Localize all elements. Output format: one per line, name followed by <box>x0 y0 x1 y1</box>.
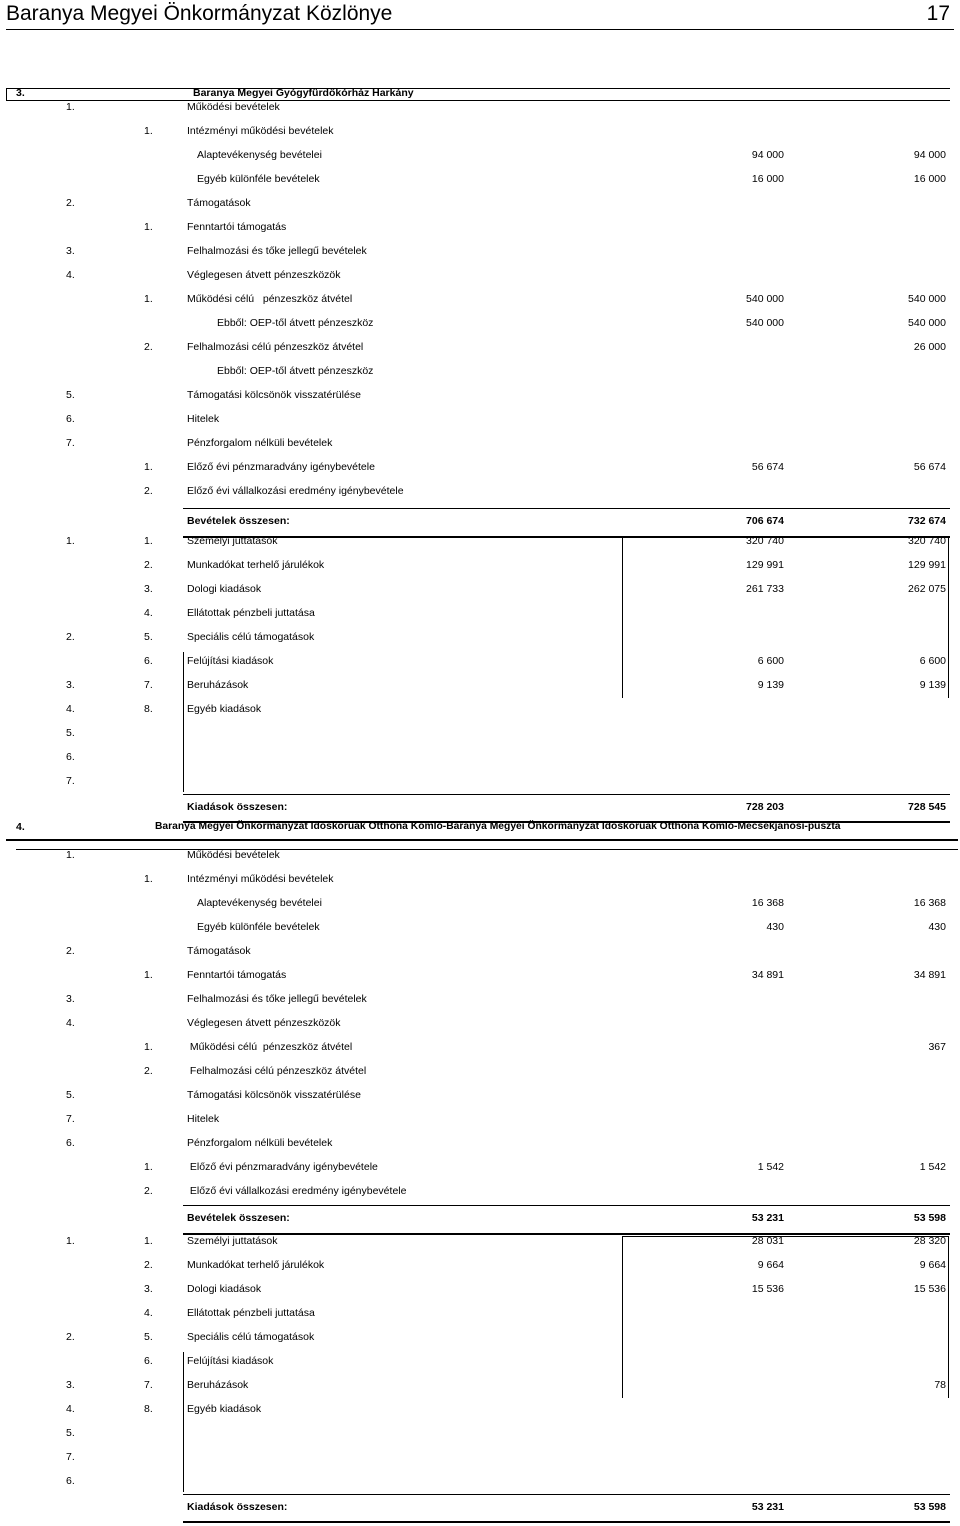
row-number: 1. <box>66 1235 75 1247</box>
row-label: Egyéb kiadások <box>187 1403 262 1415</box>
value-modified: 6 600 <box>919 655 946 667</box>
row-subnumber: 2. <box>144 341 153 353</box>
table-row <box>0 1230 960 1254</box>
row-number: 2. <box>66 631 75 643</box>
value-modified: 15 536 <box>913 1283 946 1295</box>
value-original: 129 991 <box>746 559 784 571</box>
table-row <box>0 1374 960 1398</box>
value-original: 15 536 <box>751 1283 784 1295</box>
row-label: Véglegesen átvett pénzeszközök <box>187 269 341 281</box>
value-original: 9 139 <box>757 679 784 691</box>
row-subnumber: 5. <box>144 1331 153 1343</box>
table-row <box>0 96 960 120</box>
row-number: 3. <box>66 245 75 257</box>
table-row <box>0 916 960 940</box>
row-label: Ebből: OEP-től átvett pénzeszköz <box>217 317 374 329</box>
row-label: Felújítási kiadások <box>187 655 274 667</box>
table-row <box>0 964 960 988</box>
section-name: Baranya Megyei Gyógyfürdőkórház Harkány <box>193 87 414 99</box>
row-label: Felhalmozási és tőke jellegű bevételek <box>187 993 367 1005</box>
table-row <box>0 1254 960 1278</box>
value-modified: 320 740 <box>908 535 946 547</box>
value-modified: 540 000 <box>908 293 946 305</box>
total-label: Kiadások összesen: <box>187 1501 288 1513</box>
row-subnumber: 7. <box>144 1379 153 1391</box>
row-subnumber: 1. <box>144 1161 153 1173</box>
row-label: Munkadókat terhelő járulékok <box>187 559 325 571</box>
table-row <box>0 940 960 964</box>
value-modified: 262 075 <box>908 583 946 595</box>
row-label: Előző évi vállalkozási eredmény igénybevétele <box>187 485 404 497</box>
total-row <box>0 1206 960 1230</box>
row-label: Ellátottak pénzbeli juttatása <box>187 607 315 619</box>
row-label: Támogatások <box>187 945 251 957</box>
table-rule <box>183 652 184 792</box>
table-row <box>0 144 960 168</box>
value-modified: 16 368 <box>913 897 946 909</box>
row-label: Személyi juttatások <box>187 1235 278 1247</box>
table-row <box>0 674 960 698</box>
table-rule <box>6 88 950 89</box>
row-label: Alaptevékenység bevételei <box>197 897 322 909</box>
table-row <box>0 868 960 892</box>
table-row <box>0 602 960 626</box>
table-row <box>0 168 960 192</box>
table-row <box>0 1156 960 1180</box>
table-row <box>0 1012 960 1036</box>
value-modified: 9 139 <box>919 679 946 691</box>
table-row <box>0 1398 960 1422</box>
section-header <box>0 818 960 838</box>
row-label: Pénzforgalom nélküli bevételek <box>187 437 333 449</box>
row-label: Dologi kiadások <box>187 1283 262 1295</box>
total-value-original: 53 231 <box>751 1501 784 1513</box>
table-row <box>0 408 960 432</box>
row-number: 4. <box>66 1017 75 1029</box>
value-modified: 129 991 <box>908 559 946 571</box>
row-number: 3. <box>66 679 75 691</box>
row-subnumber: 5. <box>144 631 153 643</box>
row-label: Előző évi pénzmaradvány igénybevétele <box>187 1161 378 1173</box>
table-rule <box>183 1352 184 1492</box>
row-number: 2. <box>66 945 75 957</box>
row-subnumber: 1. <box>144 873 153 885</box>
table-row <box>0 844 960 868</box>
value-original: 261 733 <box>746 583 784 595</box>
row-number: 7. <box>66 1113 75 1125</box>
value-modified: 430 <box>928 921 946 933</box>
value-original: 34 891 <box>751 969 784 981</box>
row-number: 4. <box>66 703 75 715</box>
total-label: Bevételek összesen: <box>187 1212 290 1224</box>
row-number: 7. <box>66 1451 75 1463</box>
row-number: 3. <box>66 1379 75 1391</box>
table-row <box>0 1326 960 1350</box>
value-modified: 16 000 <box>913 173 946 185</box>
table-row <box>0 1422 960 1446</box>
row-subnumber: 4. <box>144 1307 153 1319</box>
row-label: Fenntartói támogatás <box>187 221 287 233</box>
value-modified: 540 000 <box>908 317 946 329</box>
value-modified: 367 <box>928 1041 946 1053</box>
row-number: 6. <box>66 751 75 763</box>
row-label: Működési bevételek <box>187 849 280 861</box>
row-subnumber: 1. <box>144 1041 153 1053</box>
row-number: 6. <box>66 1137 75 1149</box>
row-label: Intézményi működési bevételek <box>187 125 334 137</box>
table-row <box>0 626 960 650</box>
row-label: Támogatási kölcsönök visszatérülése <box>187 389 361 401</box>
row-number: 3. <box>66 993 75 1005</box>
total-value-modified: 728 545 <box>908 801 946 813</box>
table-row <box>0 650 960 674</box>
table-rule <box>622 536 623 698</box>
row-label: Alaptevékenység bevételei <box>197 149 322 161</box>
table-row <box>0 1350 960 1374</box>
value-modified: 1 542 <box>919 1161 946 1173</box>
row-label: Felhalmozási és tőke jellegű bevételek <box>187 245 367 257</box>
row-subnumber: 2. <box>144 559 153 571</box>
value-original: 16 000 <box>751 173 784 185</box>
table-row <box>0 1446 960 1470</box>
row-subnumber: 2. <box>144 1185 153 1197</box>
table-row <box>0 264 960 288</box>
row-number: 4. <box>66 1403 75 1415</box>
table-row <box>0 1132 960 1156</box>
row-label: Működési célú pénzeszköz átvétel <box>187 293 353 305</box>
table-row <box>0 240 960 264</box>
total-value-original: 53 231 <box>751 1212 784 1224</box>
value-modified: 94 000 <box>913 149 946 161</box>
table-row <box>0 432 960 456</box>
row-label: Beruházások <box>187 679 249 691</box>
row-number: 5. <box>66 727 75 739</box>
table-row <box>0 120 960 144</box>
table-rule <box>6 839 958 841</box>
row-number: 1. <box>66 849 75 861</box>
table-row <box>0 892 960 916</box>
row-number: 2. <box>66 1331 75 1343</box>
row-label: Előző évi pénzmaradvány igénybevétele <box>187 461 375 473</box>
table-rule <box>183 1521 950 1523</box>
table-rule <box>948 536 949 698</box>
row-label: Hitelek <box>187 413 220 425</box>
row-subnumber: 1. <box>144 535 153 547</box>
table-row <box>0 530 960 554</box>
row-subnumber: 8. <box>144 1403 153 1415</box>
row-number: 6. <box>66 1475 75 1487</box>
publication-title: Baranya Megyei Önkormányzat Közlönye <box>6 2 393 25</box>
value-modified: 56 674 <box>913 461 946 473</box>
table-row <box>0 312 960 336</box>
row-number: 5. <box>66 389 75 401</box>
row-label: Véglegesen átvett pénzeszközök <box>187 1017 341 1029</box>
row-label: Ellátottak pénzbeli juttatása <box>187 1307 315 1319</box>
row-label: Előző évi vállalkozási eredmény igénybevétele <box>187 1185 407 1197</box>
row-number: 2. <box>66 197 75 209</box>
row-number: 5. <box>66 1089 75 1101</box>
row-number: 6. <box>66 413 75 425</box>
row-subnumber: 1. <box>144 969 153 981</box>
table-row <box>0 578 960 602</box>
total-row <box>0 795 960 819</box>
row-label: Speciális célú támogatások <box>187 1331 315 1343</box>
row-subnumber: 1. <box>144 461 153 473</box>
table-row <box>0 1108 960 1132</box>
table-row <box>0 1180 960 1204</box>
value-original: 320 740 <box>746 535 784 547</box>
row-label: Személyi juttatások <box>187 535 278 547</box>
total-value-modified: 732 674 <box>908 515 946 527</box>
value-original: 94 000 <box>751 149 784 161</box>
row-label: Intézményi működési bevételek <box>187 873 334 885</box>
row-label: Pénzforgalom nélküli bevételek <box>187 1137 333 1149</box>
table-row <box>0 336 960 360</box>
row-subnumber: 1. <box>144 1235 153 1247</box>
table-row <box>0 216 960 240</box>
table-row <box>0 554 960 578</box>
value-original: 1 542 <box>757 1161 784 1173</box>
row-label: Munkadókat terhelő járulékok <box>187 1259 325 1271</box>
row-number: 4. <box>66 269 75 281</box>
row-number: 1. <box>66 101 75 113</box>
table-row <box>0 288 960 312</box>
value-original: 430 <box>766 921 784 933</box>
value-original: 16 368 <box>751 897 784 909</box>
row-subnumber: 2. <box>144 1065 153 1077</box>
row-label: Egyéb különféle bevételek <box>197 173 320 185</box>
table-row <box>0 746 960 770</box>
value-modified: 26 000 <box>913 341 946 353</box>
row-label: Támogatások <box>187 197 251 209</box>
table-rule <box>622 1236 623 1398</box>
row-label: Felhalmozási célú pénzeszköz átvétel <box>187 1065 367 1077</box>
row-number: 7. <box>66 437 75 449</box>
total-label: Kiadások összesen: <box>187 801 288 813</box>
section-name: Baranya Megyei Önkormányzat Idõskorúak Otthona Komló-Baranya Megyei Önkormányzat Idõskorúak Otthona Komló-Mecsekjánosi-puszta <box>155 821 841 832</box>
row-label: Fenntartói támogatás <box>187 969 287 981</box>
table-row <box>0 480 960 504</box>
table-row <box>0 456 960 480</box>
table-row <box>0 698 960 722</box>
total-value-original: 706 674 <box>746 515 784 527</box>
table-row <box>0 1084 960 1108</box>
row-label: Dologi kiadások <box>187 583 262 595</box>
row-subnumber: 7. <box>144 679 153 691</box>
table-row <box>0 360 960 384</box>
row-label: Támogatási kölcsönök visszatérülése <box>187 1089 361 1101</box>
row-label: Egyéb különféle bevételek <box>197 921 320 933</box>
row-label: Működési célú pénzeszköz átvétel <box>187 1041 353 1053</box>
value-modified: 9 664 <box>919 1259 946 1271</box>
value-original: 9 664 <box>757 1259 784 1271</box>
table-row <box>0 988 960 1012</box>
table-row <box>0 1060 960 1084</box>
row-number: 7. <box>66 775 75 787</box>
row-label: Hitelek <box>187 1113 220 1125</box>
row-subnumber: 3. <box>144 1283 153 1295</box>
row-label: Beruházások <box>187 1379 249 1391</box>
table-rule <box>622 1236 948 1237</box>
row-number: 1. <box>66 535 75 547</box>
table-row <box>0 1036 960 1060</box>
table-row <box>0 770 960 794</box>
row-label: Ebből: OEP-től átvett pénzeszköz <box>217 365 374 377</box>
row-subnumber: 3. <box>144 583 153 595</box>
row-number: 5. <box>66 1427 75 1439</box>
value-original: 56 674 <box>751 461 784 473</box>
table-row <box>0 384 960 408</box>
value-modified: 28 320 <box>913 1235 946 1247</box>
page-number: 17 <box>926 2 950 25</box>
row-subnumber: 6. <box>144 1355 153 1367</box>
row-subnumber: 1. <box>144 221 153 233</box>
row-label: Működési bevételek <box>187 101 280 113</box>
table-rule <box>948 1236 949 1398</box>
value-original: 28 031 <box>751 1235 784 1247</box>
value-original: 540 000 <box>746 317 784 329</box>
value-modified: 78 <box>934 1379 946 1391</box>
row-subnumber: 4. <box>144 607 153 619</box>
table-row <box>0 722 960 746</box>
total-value-modified: 53 598 <box>913 1212 946 1224</box>
value-original: 6 600 <box>757 655 784 667</box>
section-number: 4. <box>16 821 25 833</box>
row-subnumber: 2. <box>144 1259 153 1271</box>
value-original: 540 000 <box>746 293 784 305</box>
total-label: Bevételek összesen: <box>187 515 290 527</box>
row-label: Felhalmozási célú pénzeszköz átvétel <box>187 341 364 353</box>
row-label: Felújítási kiadások <box>187 1355 274 1367</box>
row-subnumber: 1. <box>144 293 153 305</box>
table-row <box>0 1302 960 1326</box>
table-row <box>0 192 960 216</box>
row-label: Speciális célú támogatások <box>187 631 315 643</box>
table-row <box>0 1470 960 1494</box>
total-value-original: 728 203 <box>746 801 784 813</box>
row-subnumber: 2. <box>144 485 153 497</box>
value-modified: 34 891 <box>913 969 946 981</box>
table-rule <box>622 536 948 537</box>
row-subnumber: 6. <box>144 655 153 667</box>
row-subnumber: 1. <box>144 125 153 137</box>
table-row <box>0 1278 960 1302</box>
section-number: 3. <box>16 87 25 99</box>
row-subnumber: 8. <box>144 703 153 715</box>
row-label: Egyéb kiadások <box>187 703 262 715</box>
total-row <box>0 1495 960 1519</box>
total-value-modified: 53 598 <box>913 1501 946 1513</box>
